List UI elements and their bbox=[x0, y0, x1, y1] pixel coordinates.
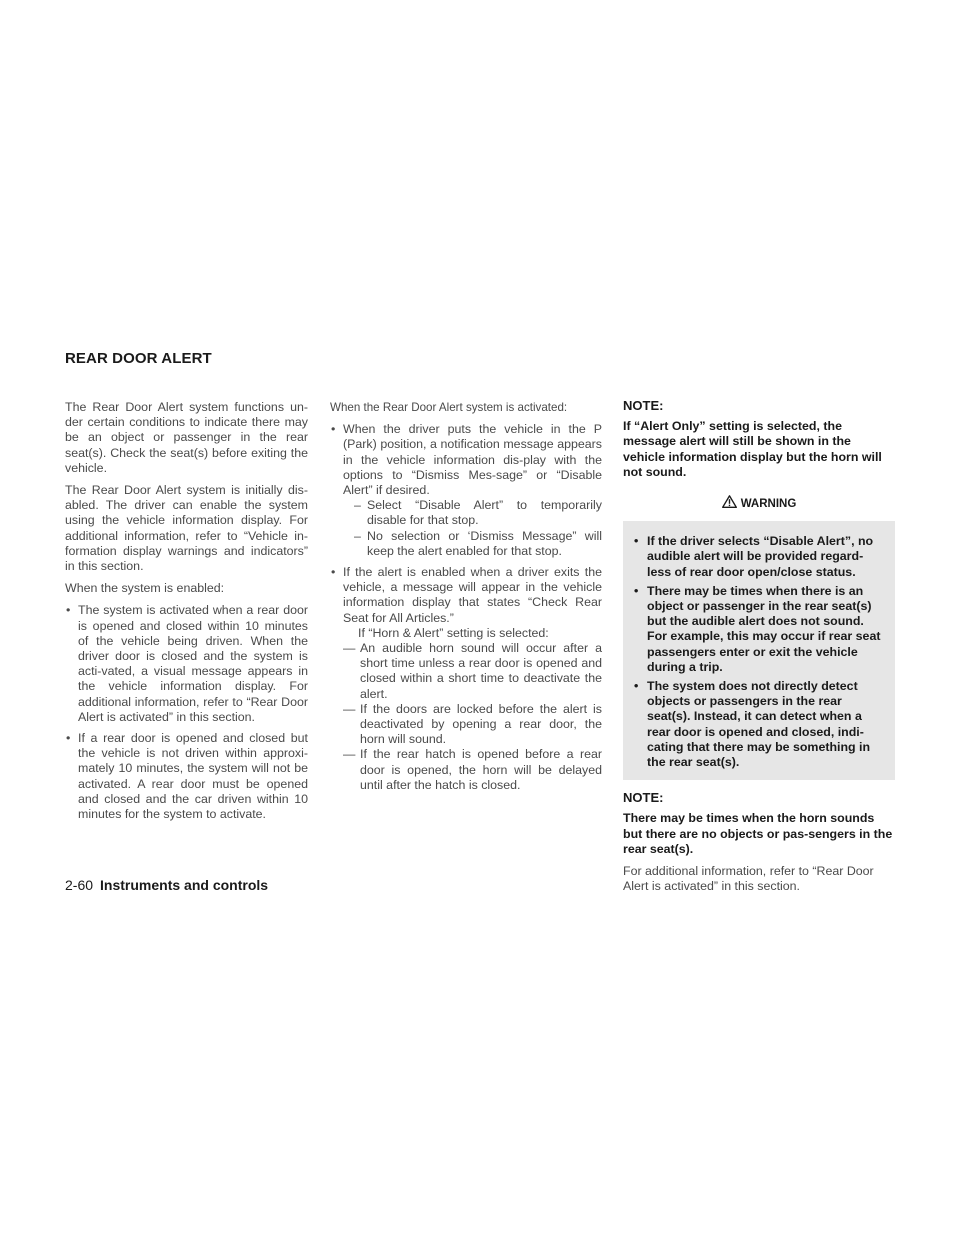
list-item: • If a rear door is opened and closed but the vehicle is not driven within approxi-mately 10 minutes, the system will not be activated. A rear door must be opened and closed and the car driven within 10 minutes for the system to activate. bbox=[65, 731, 308, 822]
sub-list-item: — If the rear hatch is opened before a rear door is opened, the horn will be delayed until after the hatch is closed. bbox=[343, 747, 602, 793]
warning-item: • If the driver selects “Disable Alert”, no audible alert will be provided regard-less of rear door open/close status. bbox=[629, 534, 887, 580]
column-3 bbox=[623, 398, 895, 901]
note-text: If “Alert Only” setting is selected, the message alert will still be shown in the vehicle information display but the horn will not sound. bbox=[623, 419, 882, 479]
list-item: • The system is activated when a rear door is opened and closed within 10 minutes of the vehicle being driven. When the driver door is closed and the system is acti-vated, a visual message appears in the vehicle information display. For additional information, refer to “Rear Door Alert is activated” in this section. bbox=[65, 603, 308, 725]
warning-body bbox=[623, 522, 895, 780]
sub-list bbox=[343, 641, 602, 793]
section-title: REAR DOOR ALERT bbox=[65, 350, 212, 367]
warning-box bbox=[623, 487, 895, 780]
sub-list-item: – No selection or ‘Dismiss Message” will keep the alert enabled for that stop. bbox=[343, 529, 602, 559]
list-item bbox=[330, 565, 602, 793]
note-text: There may be times when the horn sounds but there are no objects or pas-sengers in the rear seat(s). bbox=[623, 811, 893, 856]
paragraph: The Rear Door Alert system is initially dis-abled. The driver can enable the system using the vehicle information display. For additional information, refer to “Vehicle in-formation display warnings and indicators” in this section. bbox=[65, 483, 308, 574]
page-number: 2-60 bbox=[65, 877, 94, 893]
paragraph: When the Rear Door Alert system is activated: bbox=[330, 401, 568, 414]
list-item-text: If the alert is enabled when a driver exits the vehicle, a message will appear in the vehicle information display that states “Check Rear Seat for All Articles.” bbox=[343, 565, 602, 625]
warning-item: • There may be times when there is an object or passenger in the rear seat(s) but the audible alert does not sound. For example, this may occur if rear seat passengers enter or exit the vehicle during a trip. bbox=[629, 584, 887, 675]
paragraph: The Rear Door Alert system functions un-der certain conditions to indicate there may be an object or passenger in the rear seat(s). Check the seat(s) before exiting the vehicle. bbox=[65, 400, 308, 475]
paragraph: When the system is enabled: bbox=[65, 581, 225, 596]
chapter-title: Instruments and controls bbox=[100, 877, 269, 893]
warning-header bbox=[623, 487, 895, 522]
bullet-list bbox=[65, 603, 308, 822]
warning-list bbox=[629, 534, 887, 770]
bullet-list bbox=[330, 422, 602, 793]
sub-heading: If “Horn & Alert” setting is selected: bbox=[358, 625, 549, 640]
warning-title: WARNING bbox=[740, 497, 797, 510]
warning-triangle-icon bbox=[722, 495, 737, 513]
column-2 bbox=[330, 400, 602, 799]
paragraph: For additional information, refer to “Rear Door Alert is activated” in this section. bbox=[623, 864, 874, 894]
note-heading: NOTE: bbox=[623, 790, 664, 806]
list-item bbox=[330, 422, 602, 559]
list-item-text: When the driver puts the vehicle in the P (Park) position, a notification message appears in the vehicle information dis-play with the options to “Dismiss Mes-sage” or “Disable Alert” if desired. bbox=[343, 422, 602, 498]
warning-item: • The system does not directly detect objects or passengers in the rear seat(s). Instead, it can detect when a rear door is opened and closed, indi-cating that there may be something in the rear seat(s). bbox=[629, 679, 887, 770]
sub-list-item: — If the doors are locked before the alert is deactivated by opening a rear door, the horn will sound. bbox=[343, 702, 602, 748]
sub-list-item: — An audible horn sound will occur after a short time unless a rear door is opened and closed within a short time to deactivate the alert. bbox=[343, 641, 602, 702]
sub-list-item: – Select “Disable Alert” to temporarily disable for that stop. bbox=[343, 498, 602, 528]
page-footer bbox=[65, 877, 268, 893]
column-1 bbox=[65, 400, 308, 828]
sub-list bbox=[343, 498, 602, 559]
note-heading: NOTE: bbox=[623, 398, 664, 413]
